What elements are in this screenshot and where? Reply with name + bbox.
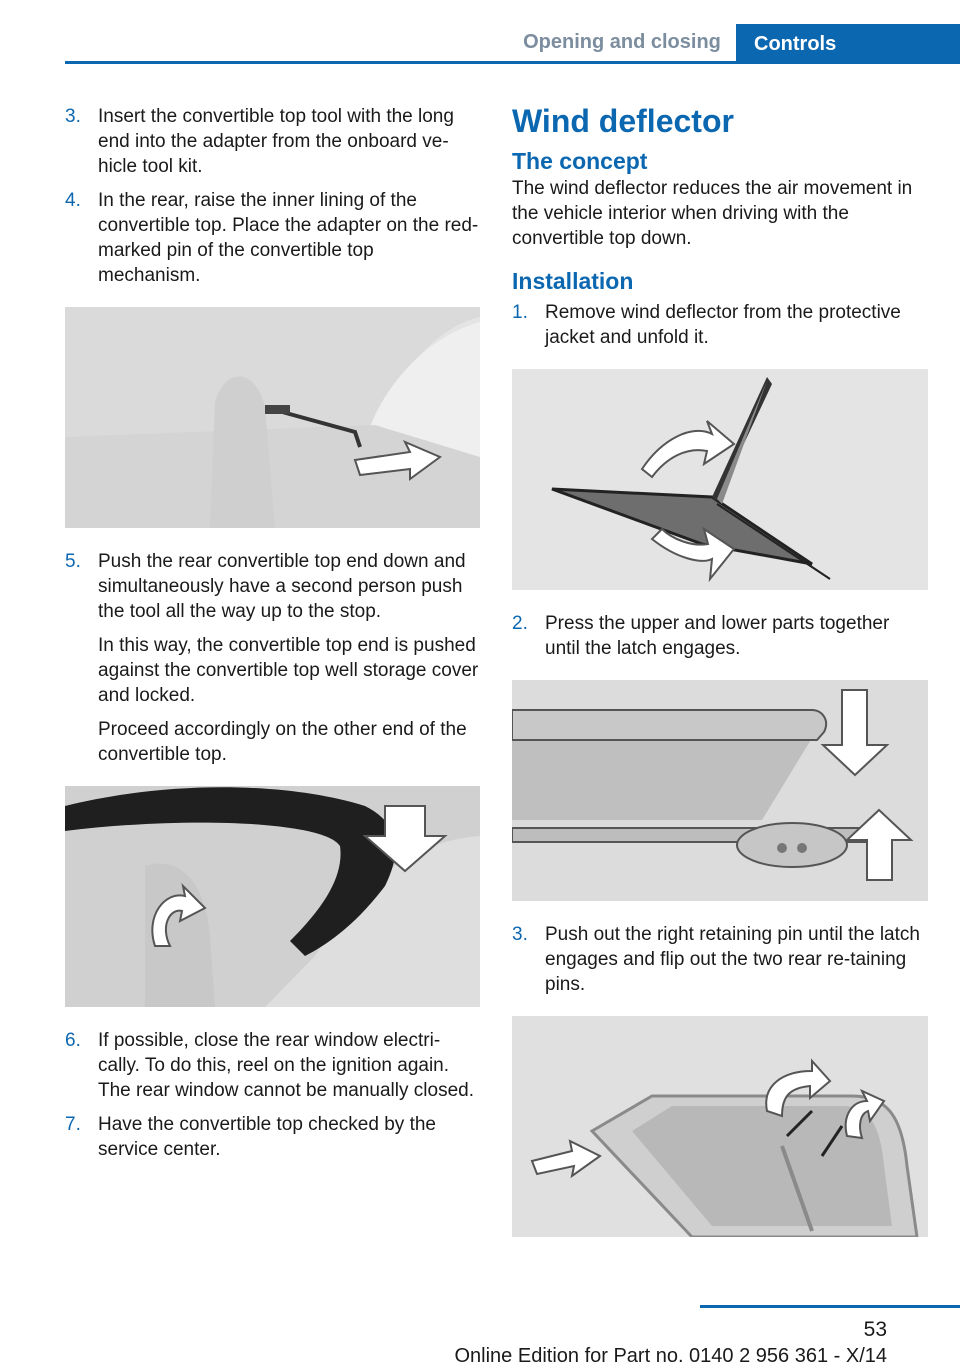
step-number: 5.	[65, 551, 81, 572]
step-text: Proceed accordingly on the other end of the convertible top.	[98, 719, 467, 765]
footer-rule	[700, 1305, 960, 1308]
step-text: If possible, close the rear window electri‐cally. To do this, reel on the ignition again. The rear window cannot be manually closed.	[98, 1030, 474, 1101]
step-5	[65, 549, 480, 767]
step-number: 3.	[65, 106, 81, 127]
installation-heading: Installation	[512, 268, 634, 294]
step-text: In this way, the convertible top end is pushed against the convertible top well storage cover and locked.	[98, 635, 479, 706]
step-text: Push the rear convertible top end down and simultaneously have a second person push the tool all the way up to the stop.	[98, 551, 466, 622]
header-chapter-tab: Controls	[736, 24, 960, 64]
figure-press-together	[512, 680, 928, 901]
figure-top-end-down	[65, 786, 480, 1007]
step-text: In the rear, raise the inner lining of the convertible top. Place the adapter on the red-marked pin of the convertible top mechanism.	[98, 190, 479, 286]
section-title: Wind deflector	[512, 103, 734, 139]
step-number: 3.	[512, 924, 528, 945]
step-number: 7.	[65, 1114, 81, 1135]
install-step-1	[512, 300, 928, 350]
concept-heading: The concept	[512, 148, 648, 174]
step-number: 4.	[65, 190, 81, 211]
step-number: 2.	[512, 613, 528, 634]
step-7	[65, 1112, 480, 1162]
header-rule	[65, 61, 960, 64]
step-4	[65, 188, 480, 288]
left-column	[65, 104, 480, 1171]
concept-text: The wind deflector reduces the air movement in the vehicle interior when driving with the convertible top down.	[512, 178, 913, 249]
step-text: Press the upper and lower parts together until the latch engages.	[545, 613, 890, 659]
step-number: 1.	[512, 302, 528, 323]
step-3	[65, 104, 480, 179]
right-column	[512, 104, 928, 1258]
figure-retaining-pins	[512, 1016, 928, 1237]
install-step-3	[512, 922, 928, 997]
figure-unfold-deflector	[512, 369, 928, 590]
step-text: Have the convertible top checked by the service center.	[98, 1114, 436, 1160]
figure-adapter-pin	[65, 307, 480, 528]
edition-note: Online Edition for Part no. 0140 2 956 361 - X/14	[454, 1345, 887, 1367]
step-6	[65, 1028, 480, 1103]
step-number: 6.	[65, 1030, 81, 1051]
step-text: Remove wind deflector from the protective jacket and unfold it.	[545, 302, 901, 348]
header-section-tab: Opening and closing	[523, 31, 721, 53]
step-text: Push out the right retaining pin until the latch engages and flip out the two rear re‐taining pins.	[545, 924, 920, 995]
page-number: 53	[863, 1318, 887, 1341]
step-text: Insert the convertible top tool with the long end into the adapter from the onboard ve‐hicle tool kit.	[98, 106, 454, 177]
install-step-2	[512, 611, 928, 661]
